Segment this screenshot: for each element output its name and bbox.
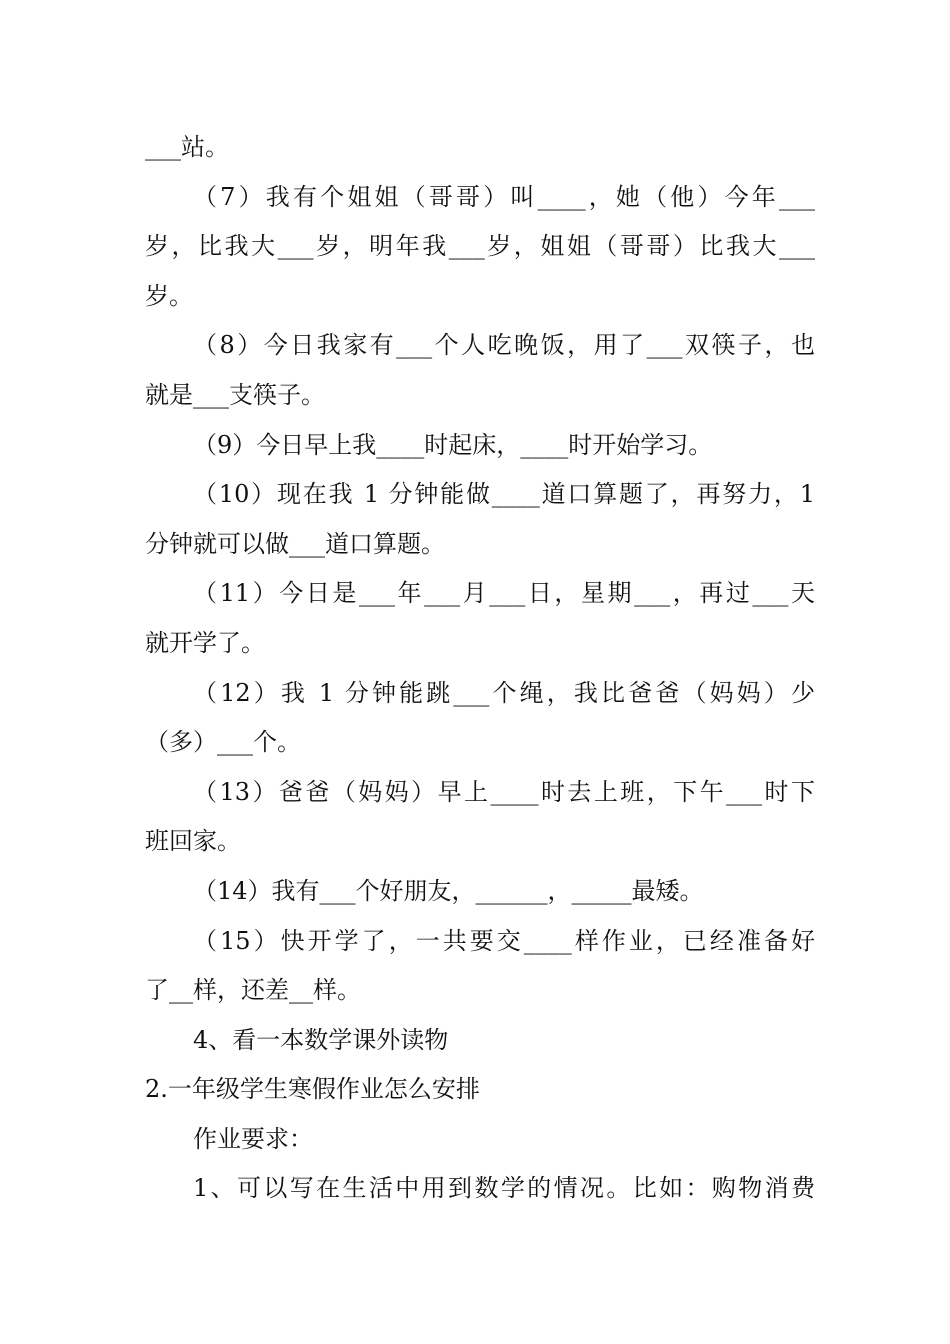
- text-line: （14）我有___个好朋友，______，_____最矮。: [193, 876, 704, 905]
- section-heading: 2.一年级学生寒假作业怎么安排: [145, 1075, 480, 1104]
- text-line: 作业要求：: [193, 1124, 313, 1153]
- text-line: （13）爸爸（妈妈）早上____时去上班，下午___时下: [193, 777, 815, 806]
- text-line: 4、看一本数学课外读物: [193, 1025, 449, 1054]
- text-line: 岁。: [145, 281, 193, 310]
- text-line: （7）我有个姐姐（哥哥）叫____，她（他）今年___: [193, 182, 815, 211]
- text-line: （8）今日我家有___个人吃晚饭，用了___双筷子，也: [193, 331, 815, 360]
- text-line: ___站。: [145, 133, 229, 161]
- text-line: （9）今日早上我____时起床，____时开始学习。: [193, 430, 713, 459]
- text-line: 分钟就可以做___道口算题。: [145, 529, 445, 558]
- text-line: （11）今日是___年___月___日，星期___，再过___天: [193, 579, 815, 608]
- text-line: （12）我 1 分钟能跳___个绳，我比爸爸（妈妈）少: [193, 678, 815, 707]
- text-line: 岁，比我大___岁，明年我___岁，姐姐（哥哥）比我大___: [145, 232, 815, 261]
- text-line: （10）现在我 1 分钟能做____道口算题了，再努力，1: [193, 480, 815, 509]
- text-line: 班回家。: [145, 827, 241, 856]
- text-line: 就开学了。: [145, 628, 265, 657]
- text-line: （多）___个。: [145, 728, 301, 757]
- text-line: 了__样，还差__样。: [145, 976, 361, 1005]
- text-line: 1、可以写在生活中用到数学的情况。比如：购物消费: [193, 1174, 815, 1203]
- text-line: （15）快开学了，一共要交____样作业，已经准备好: [193, 926, 815, 955]
- text-line: 就是___支筷子。: [145, 380, 325, 409]
- document-body: [145, 123, 815, 1214]
